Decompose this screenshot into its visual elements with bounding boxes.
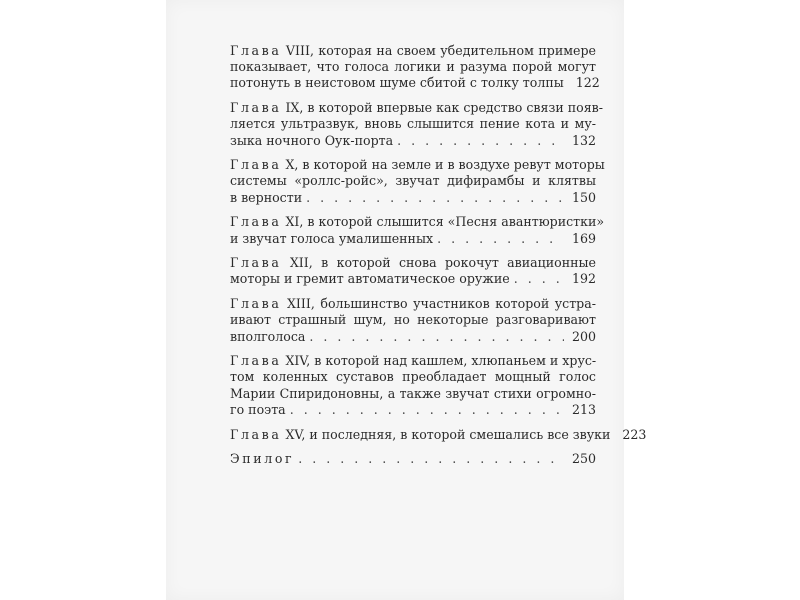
toc-entry-line: Глава VIII, которая на своем убедительном примере (230, 43, 596, 58)
toc-entry-chapter-14 (230, 353, 596, 418)
toc-entry-last-line: го поэта . . . 213 (230, 402, 596, 418)
page-number: 132 (571, 132, 596, 148)
chapter-prefix: Глава (230, 426, 282, 442)
page-number: 122 (575, 75, 600, 91)
dot-leader (437, 231, 564, 247)
chapter-prefix: Эпилог (230, 451, 295, 467)
chapter-prefix: Глава (230, 255, 282, 271)
dot-leader (514, 271, 564, 287)
chapter-prefix: Глава (230, 157, 282, 173)
chapter-prefix: Глава (230, 353, 282, 369)
dot-leader (306, 190, 564, 206)
dot-leader (309, 329, 564, 345)
toc-entry-last-line: зыка ночного Оук-порта . . . 132 (230, 133, 596, 149)
toc-entry-line: показывает, что голоса логики и разума порой могут (230, 59, 596, 75)
toc-entry-chapter-13 (230, 296, 596, 345)
chapter-prefix: Глава (230, 296, 282, 312)
toc-entry-last-line: моторы и гремит автоматическое оружие . . . 192 (230, 271, 596, 287)
chapter-prefix: Глава (230, 43, 282, 58)
page-number: 250 (571, 451, 596, 467)
toc-entry-epilogue (230, 451, 596, 467)
toc-entry-chapter-12 (230, 255, 596, 287)
toc-entry-line: Глава IX, в которой впервые как средство связи появ- (230, 100, 603, 116)
toc-entry-line: ляется ультразвук, вновь слышится пение кота и му- (230, 116, 596, 132)
toc-entry-chapter-15 (230, 426, 647, 443)
toc-entry-line: Глава XIII, большинство участников которой устра- (230, 296, 596, 312)
toc-entry-line: системы «роллс-ройс», звучат дифирамбы и клятвы (230, 173, 596, 189)
page-number: 150 (571, 189, 596, 205)
toc-entry-chapter-9 (230, 100, 603, 149)
page-number: 192 (571, 271, 596, 287)
toc-entry-line: Марии Спиридоновны, а также звучат стихи огромно- (230, 385, 596, 401)
page-number: 169 (571, 230, 596, 246)
dot-leader (397, 133, 564, 149)
toc-entry-line: ивают страшный шум, но некоторые разговаривают (230, 312, 596, 328)
toc-entry-line: Глава XII, в которой снова рокочут авиационные (230, 255, 596, 271)
toc-entry-chapter-10 (230, 157, 605, 206)
toc-entry-last-line: и звучат голоса умалишенных . . . 169 (230, 231, 596, 247)
toc-entry-chapter-11 (230, 214, 605, 246)
toc-entry-chapter-8 (230, 43, 600, 92)
toc-entry-last-line: вполголоса . . . 200 (230, 329, 596, 345)
dot-leader (298, 451, 564, 467)
table-of-contents (230, 43, 647, 476)
toc-entry-last-line: в верности . . . 150 (230, 190, 596, 206)
dot-leader (290, 402, 564, 418)
toc-entry-line: Глава X, в которой на земле и в воздухе ревут моторы (230, 157, 605, 173)
page-number: 223 (622, 426, 647, 442)
toc-entry-line: том коленных суставов преобладает мощный голос (230, 369, 596, 385)
page-number: 213 (571, 401, 596, 417)
chapter-prefix: Глава (230, 100, 282, 116)
toc-entry-line: Глава XI, в которой слышится «Песня авантюристки» (230, 214, 605, 230)
toc-entry-last-line: потонуть в неистовом шуме сбитой с толку толпы 122 (230, 75, 600, 91)
toc-entry-line: Глава XIV, в которой над кашлем, хлюпаньем и хрус- (230, 353, 597, 369)
toc-entry-last-line: Глава XV, и последняя, в которой смешались все звуки 223 (230, 426, 647, 442)
toc-entry-last-line (230, 451, 596, 467)
page-number: 200 (571, 328, 596, 344)
chapter-prefix: Глава (230, 214, 282, 230)
